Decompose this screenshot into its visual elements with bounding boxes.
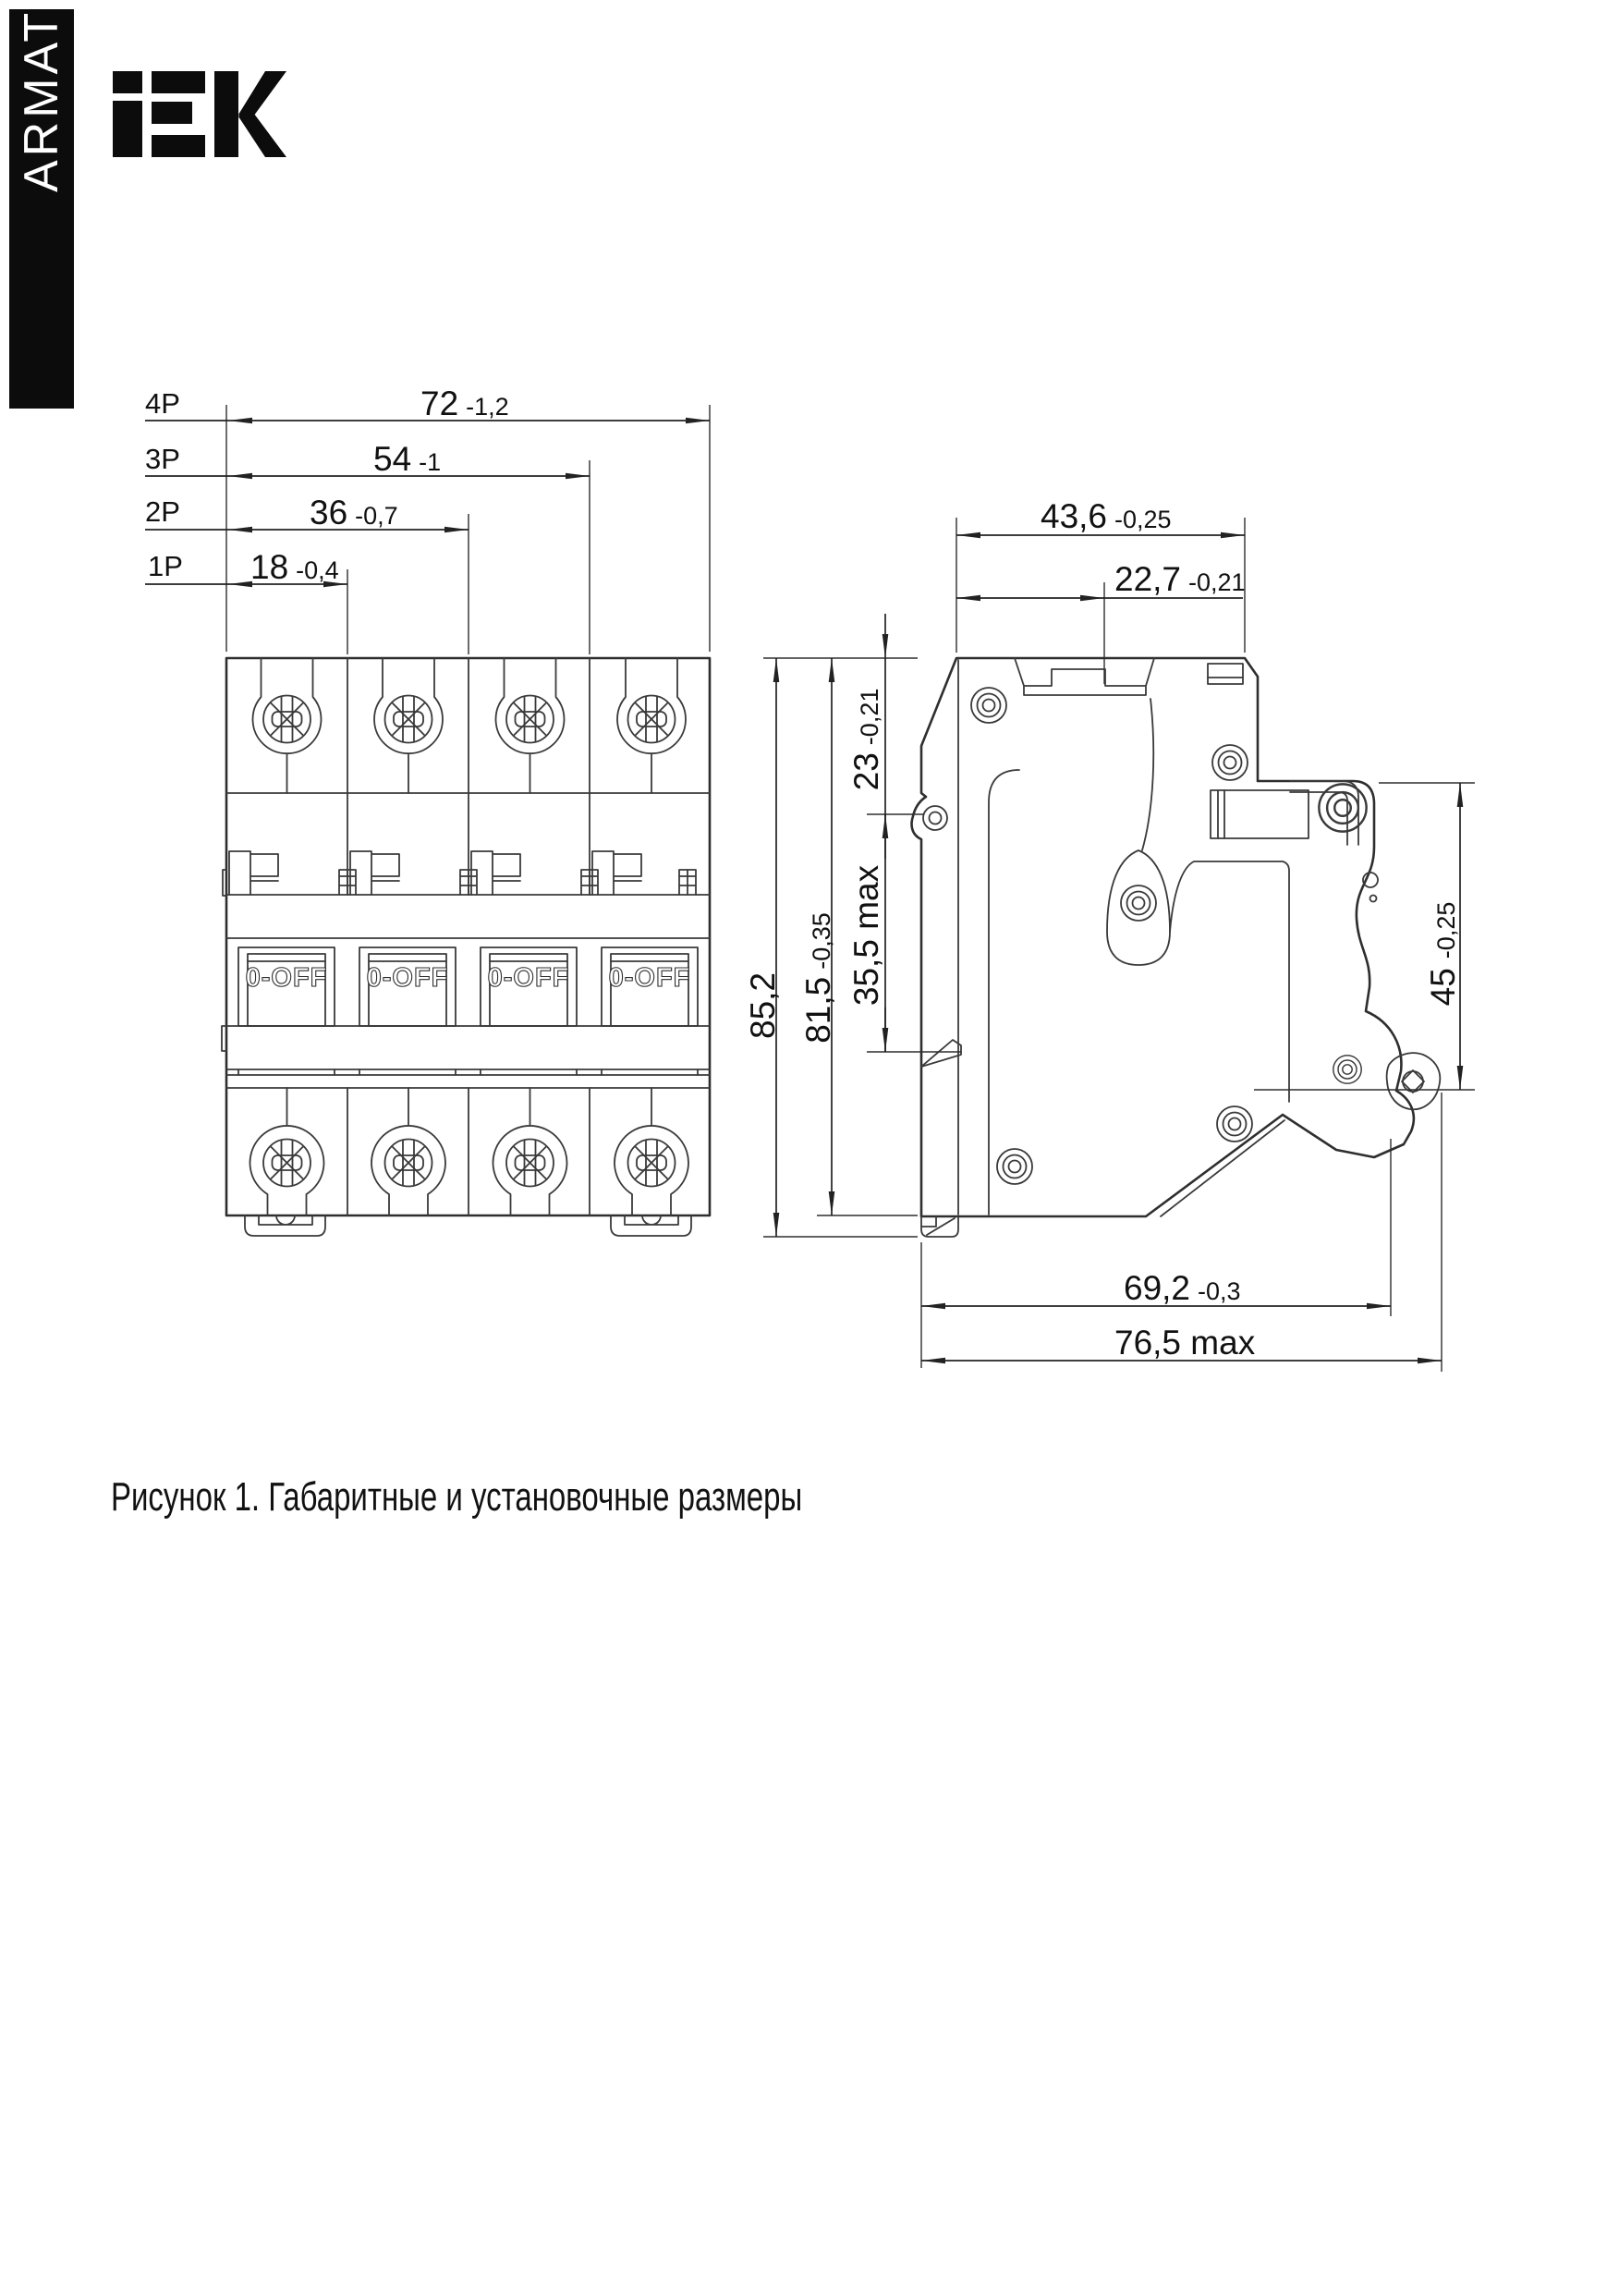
rivet-icon bbox=[1121, 885, 1156, 921]
rivet-icon bbox=[1333, 1056, 1361, 1083]
mounting-hole bbox=[923, 806, 947, 830]
rivet-icon bbox=[1212, 745, 1248, 780]
din-clips bbox=[245, 1215, 691, 1236]
din-hook bbox=[921, 1040, 961, 1067]
screw-icon bbox=[263, 1140, 310, 1187]
rivet-icon bbox=[997, 1149, 1032, 1184]
screw-icon bbox=[263, 696, 310, 743]
dim-front-face: 45-0,25 bbox=[1424, 901, 1462, 1007]
pole-label-1p: 1P bbox=[148, 550, 183, 582]
toggle-handles bbox=[222, 947, 698, 1075]
toggle-handle bbox=[481, 947, 577, 1075]
armat-sidebar-label: ARMAT bbox=[15, 8, 68, 192]
dim-depth-overall: 76,5 max bbox=[1114, 1324, 1256, 1362]
dimension-lines bbox=[145, 421, 1460, 1361]
dim-width-1p: 18 -0,4 bbox=[250, 548, 339, 586]
handle-label: 0-OFF bbox=[487, 963, 570, 993]
dim-depth-body: 69,2 -0,3 bbox=[1124, 1269, 1241, 1307]
handle-label: 0-OFF bbox=[245, 963, 328, 993]
terminal-screw-head bbox=[1387, 1053, 1441, 1109]
screw-icon bbox=[385, 1140, 432, 1187]
screw-icon bbox=[506, 696, 554, 743]
dim-height-overall: 85,2 bbox=[744, 971, 782, 1040]
pole-dividers bbox=[347, 658, 590, 1215]
screw-icon bbox=[506, 1140, 554, 1187]
top-recess bbox=[1015, 658, 1154, 695]
front-view bbox=[222, 658, 710, 1236]
dim-height-body: 81,5-0,35 bbox=[799, 912, 837, 1044]
handle-label: 0-OFF bbox=[608, 963, 691, 993]
dim-width-3p: 54 -1 bbox=[373, 440, 442, 478]
rivet-icon bbox=[971, 688, 1006, 723]
pole-label-3p: 3P bbox=[145, 443, 180, 475]
rivet-icon bbox=[1319, 784, 1366, 831]
toggle-handle bbox=[602, 947, 698, 1075]
screw-icon bbox=[628, 696, 676, 743]
side-view bbox=[912, 658, 1441, 1237]
dim-top-to-hole: 23-0,21 bbox=[847, 688, 885, 791]
screw-icon bbox=[385, 696, 432, 743]
mechanism-lug bbox=[1107, 850, 1170, 965]
toggle-handle bbox=[359, 947, 456, 1075]
dim-width-4p: 72 -1,2 bbox=[420, 385, 509, 422]
iek-logo bbox=[113, 71, 286, 157]
handle-label: 0-OFF bbox=[366, 963, 449, 993]
rivet-icon bbox=[1217, 1106, 1252, 1142]
pole-label-2p: 2P bbox=[145, 495, 180, 528]
toggle-handle bbox=[238, 947, 335, 1075]
armat-sidebar bbox=[9, 9, 74, 409]
dim-hole-to-hook: 35,5 max bbox=[847, 864, 885, 1007]
din-clip-side bbox=[921, 1216, 958, 1237]
figure-caption: Рисунок 1. Габаритные и установочные размеры bbox=[111, 1474, 803, 1520]
dim-width-recess: 22,7 -0,21 bbox=[1114, 560, 1246, 598]
terminal-tabs bbox=[223, 851, 696, 896]
dim-width-2p: 36 -0,7 bbox=[310, 494, 398, 531]
pole-label-4p: 4P bbox=[145, 387, 180, 420]
dim-width-top: 43,6 -0,25 bbox=[1041, 497, 1172, 535]
screw-icon bbox=[628, 1140, 676, 1187]
side-view-outline bbox=[912, 658, 1414, 1216]
